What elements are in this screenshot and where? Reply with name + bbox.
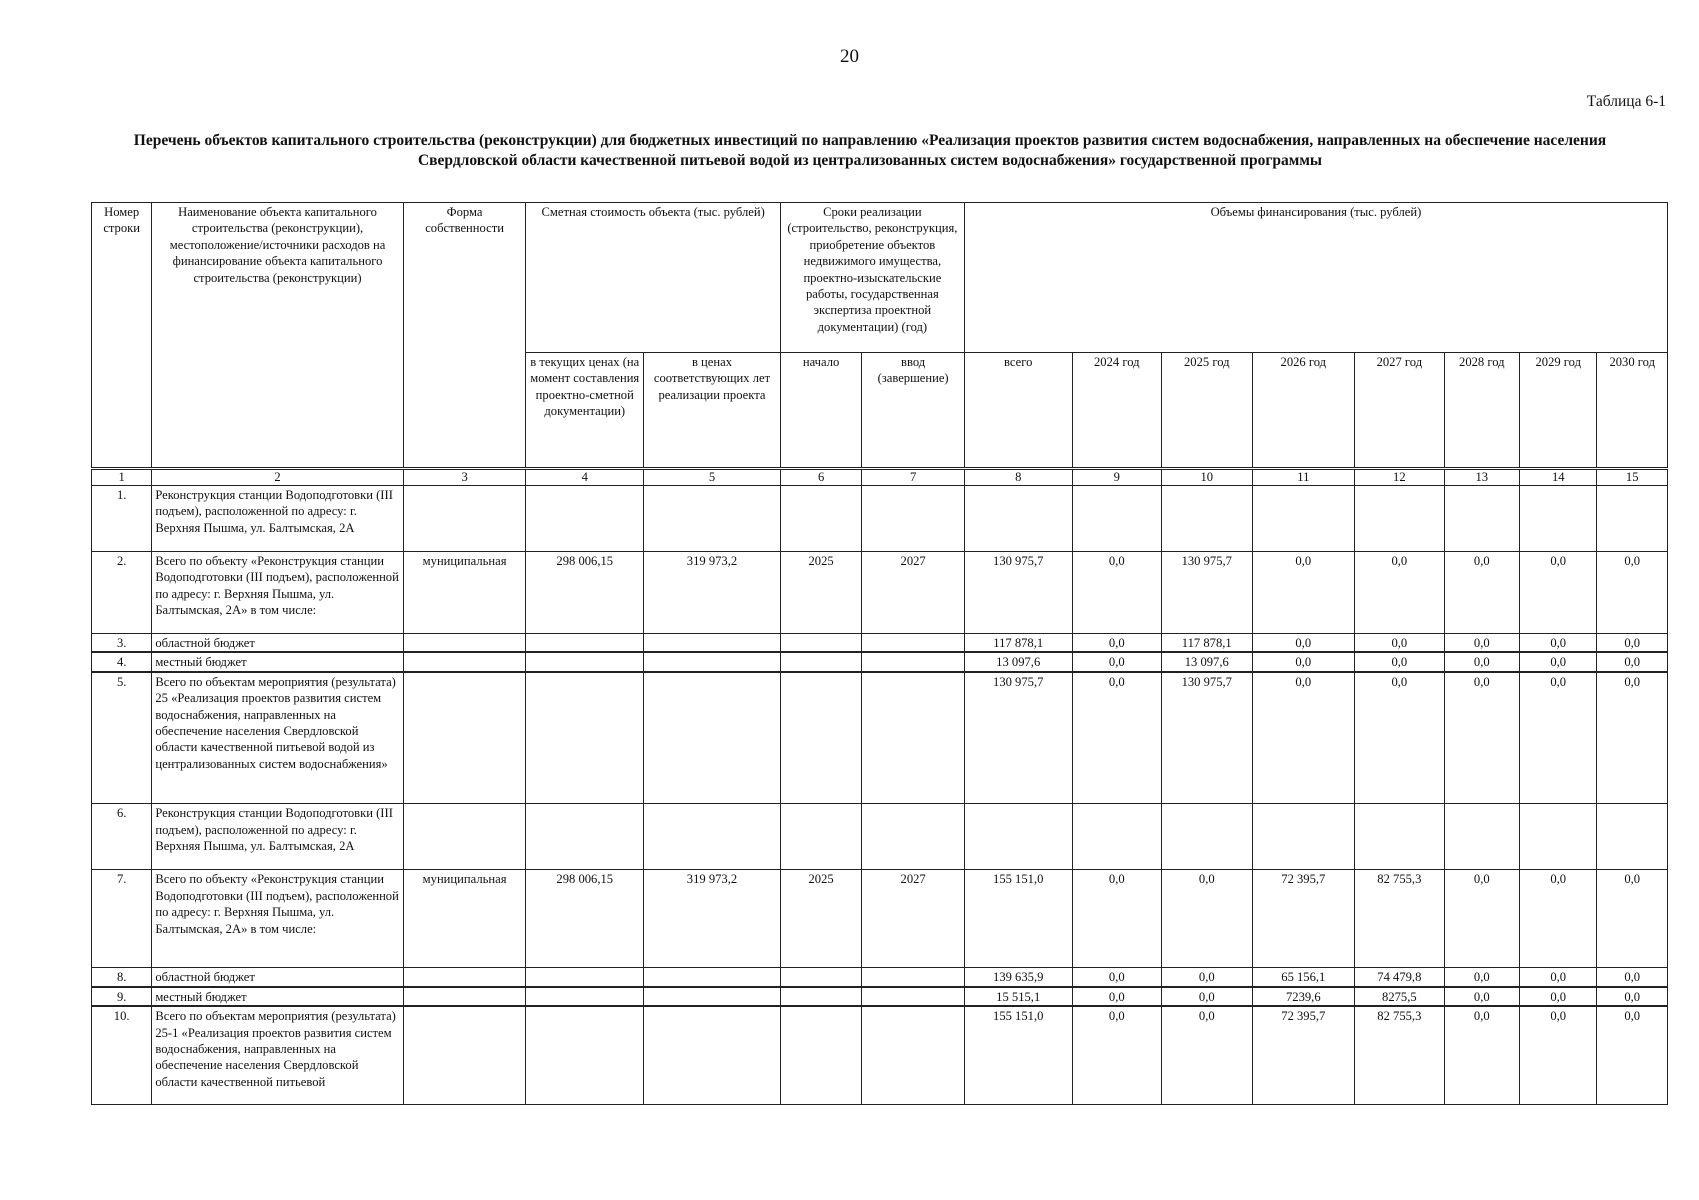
cell-cost-current [526, 987, 644, 1006]
cell-year-2025 [1162, 486, 1253, 552]
cell-row-number: 8. [92, 968, 152, 987]
header-end-year: ввод (завершение) [862, 353, 965, 469]
cell-ownership: муниципальная [403, 552, 526, 634]
cell-year-2029: 0,0 [1520, 672, 1597, 804]
table-row [92, 870, 1668, 968]
column-number: 10 [1162, 469, 1253, 486]
cell-year-2026: 0,0 [1252, 552, 1355, 634]
header-estimated-cost: Сметная стоимость объекта (тыс. рублей) [526, 203, 780, 353]
header-cost-current-prices: в текущих ценах (на момент составления проектно-сметной документации) [526, 353, 644, 469]
cell-cost-project-years: 319 973,2 [644, 870, 781, 968]
cell-year-2024: 0,0 [1072, 1006, 1162, 1104]
cell-year-2030 [1597, 486, 1668, 552]
cell-year-2025: 13 097,6 [1162, 652, 1253, 671]
cell-year-2029: 0,0 [1520, 1006, 1597, 1104]
cell-year-2024: 0,0 [1072, 987, 1162, 1006]
cell-start-year [780, 968, 861, 987]
cell-year-2028: 0,0 [1444, 968, 1519, 987]
column-number-row [92, 469, 1668, 486]
cell-object-name: Реконструкция станции Водоподготовки (III подъем), расположенной по адресу: г. Верхняя Пышма, ул. Балтымская, 2А [152, 804, 403, 870]
cell-cost-current [526, 804, 644, 870]
cell-year-2029: 0,0 [1520, 552, 1597, 634]
cell-year-2030: 0,0 [1597, 968, 1668, 987]
cell-end-year [862, 968, 965, 987]
cell-cost-current [526, 634, 644, 653]
table-row [92, 968, 1668, 987]
table-row [92, 486, 1668, 552]
cell-start-year: 2025 [780, 870, 861, 968]
cell-object-name: местный бюджет [152, 987, 403, 1006]
header-row-number: Номер строки [92, 203, 152, 469]
cell-year-2025: 130 975,7 [1162, 672, 1253, 804]
cell-row-number: 4. [92, 652, 152, 671]
column-number: 14 [1520, 469, 1597, 486]
cell-end-year [862, 652, 965, 671]
cell-year-2027: 0,0 [1355, 652, 1445, 671]
cell-year-2028 [1444, 486, 1519, 552]
cell-year-2028: 0,0 [1444, 552, 1519, 634]
cell-year-2028: 0,0 [1444, 672, 1519, 804]
cell-end-year: 2027 [862, 870, 965, 968]
column-number: 11 [1252, 469, 1355, 486]
cell-cost-project-years [644, 804, 781, 870]
cell-cost-project-years [644, 634, 781, 653]
cell-year-2024: 0,0 [1072, 968, 1162, 987]
header-financing-volumes: Объемы финансирования (тыс. рублей) [964, 203, 1667, 353]
column-number: 1 [92, 469, 152, 486]
cell-year-2030: 0,0 [1597, 672, 1668, 804]
cell-cost-current [526, 672, 644, 804]
cell-end-year [862, 634, 965, 653]
cell-year-2026: 0,0 [1252, 652, 1355, 671]
cell-ownership [403, 968, 526, 987]
header-object-name: Наименование объекта капитального строительства (реконструкции), местоположение/источники расходов на финансирование объекта капитального строительства (реконструкции) [152, 203, 403, 469]
header-year-2024: 2024 год [1072, 353, 1162, 469]
header-start-year: начало [780, 353, 861, 469]
cell-total: 155 151,0 [964, 870, 1072, 968]
cell-year-2027: 0,0 [1355, 672, 1445, 804]
cell-year-2027 [1355, 804, 1445, 870]
column-number: 4 [526, 469, 644, 486]
cell-start-year [780, 987, 861, 1006]
cell-year-2026: 7239,6 [1252, 987, 1355, 1006]
cell-row-number: 1. [92, 486, 152, 552]
cell-year-2025: 0,0 [1162, 1006, 1253, 1104]
cell-total: 13 097,6 [964, 652, 1072, 671]
column-number: 5 [644, 469, 781, 486]
cell-ownership [403, 1006, 526, 1104]
cell-end-year [862, 1006, 965, 1104]
header-year-2027: 2027 год [1355, 353, 1445, 469]
cell-row-number: 7. [92, 870, 152, 968]
cell-ownership [403, 804, 526, 870]
cell-total: 130 975,7 [964, 552, 1072, 634]
cell-year-2026: 72 395,7 [1252, 870, 1355, 968]
cell-year-2025: 0,0 [1162, 968, 1253, 987]
cell-year-2028: 0,0 [1444, 1006, 1519, 1104]
cell-year-2026: 0,0 [1252, 672, 1355, 804]
cell-row-number: 2. [92, 552, 152, 634]
cell-end-year [862, 804, 965, 870]
cell-year-2024: 0,0 [1072, 652, 1162, 671]
cell-year-2030: 0,0 [1597, 634, 1668, 653]
cell-year-2028: 0,0 [1444, 634, 1519, 653]
cell-year-2027: 0,0 [1355, 634, 1445, 653]
cell-ownership [403, 634, 526, 653]
table-row [92, 672, 1668, 804]
cell-year-2027: 82 755,3 [1355, 870, 1445, 968]
cell-ownership [403, 672, 526, 804]
cell-year-2028: 0,0 [1444, 652, 1519, 671]
cell-year-2030: 0,0 [1597, 870, 1668, 968]
cell-year-2024: 0,0 [1072, 634, 1162, 653]
table-row [92, 634, 1668, 653]
cell-year-2027: 8275,5 [1355, 987, 1445, 1006]
cell-year-2024 [1072, 804, 1162, 870]
cell-year-2030: 0,0 [1597, 1006, 1668, 1104]
header-year-2026: 2026 год [1252, 353, 1355, 469]
cell-total: 117 878,1 [964, 634, 1072, 653]
cell-total: 139 635,9 [964, 968, 1072, 987]
cell-total [964, 804, 1072, 870]
cell-year-2029 [1520, 486, 1597, 552]
column-number: 7 [862, 469, 965, 486]
cell-cost-project-years [644, 968, 781, 987]
cell-object-name: Реконструкция станции Водоподготовки (III подъем), расположенной по адресу: г. Верхняя Пышма, ул. Балтымская, 2А [152, 486, 403, 552]
cell-row-number: 5. [92, 672, 152, 804]
cell-object-name: Всего по объектам мероприятия (результата) 25 «Реализация проектов развития систем водоснабжения, направленных на обеспечение населения Свердловской области качественной питьевой водой из централизованных систем водоснабжения» [152, 672, 403, 804]
cell-year-2026: 0,0 [1252, 634, 1355, 653]
column-number: 9 [1072, 469, 1162, 486]
cell-cost-project-years [644, 652, 781, 671]
cell-year-2029: 0,0 [1520, 987, 1597, 1006]
table-row [92, 652, 1668, 671]
cell-start-year: 2025 [780, 552, 861, 634]
cell-object-name: областной бюджет [152, 634, 403, 653]
cell-year-2025: 0,0 [1162, 870, 1253, 968]
cell-row-number: 3. [92, 634, 152, 653]
column-number: 8 [964, 469, 1072, 486]
cell-object-name: местный бюджет [152, 652, 403, 671]
cell-row-number: 10. [92, 1006, 152, 1104]
cell-year-2026: 65 156,1 [1252, 968, 1355, 987]
cell-year-2029: 0,0 [1520, 870, 1597, 968]
cell-year-2029: 0,0 [1520, 634, 1597, 653]
cell-end-year [862, 987, 965, 1006]
cell-cost-project-years [644, 486, 781, 552]
cell-cost-current: 298 006,15 [526, 870, 644, 968]
cell-ownership [403, 486, 526, 552]
header-year-2025: 2025 год [1162, 353, 1253, 469]
header-total: всего [964, 353, 1072, 469]
cell-cost-current [526, 486, 644, 552]
cell-cost-current [526, 652, 644, 671]
cell-cost-project-years [644, 987, 781, 1006]
cell-end-year [862, 486, 965, 552]
cell-total: 15 515,1 [964, 987, 1072, 1006]
cell-year-2030 [1597, 804, 1668, 870]
cell-year-2025: 0,0 [1162, 987, 1253, 1006]
header-cost-project-years: в ценах соответствующих лет реализации проекта [644, 353, 781, 469]
cell-start-year [780, 634, 861, 653]
cell-total: 155 151,0 [964, 1006, 1072, 1104]
cell-row-number: 9. [92, 987, 152, 1006]
financing-table [91, 202, 1668, 1105]
column-number: 15 [1597, 469, 1668, 486]
cell-ownership [403, 987, 526, 1006]
cell-year-2029: 0,0 [1520, 968, 1597, 987]
header-year-2029: 2029 год [1520, 353, 1597, 469]
cell-year-2029 [1520, 804, 1597, 870]
cell-total [964, 486, 1072, 552]
cell-start-year [780, 804, 861, 870]
header-ownership: Форма собственности [403, 203, 526, 469]
column-number: 2 [152, 469, 403, 486]
cell-cost-project-years [644, 672, 781, 804]
cell-year-2026 [1252, 486, 1355, 552]
cell-start-year [780, 652, 861, 671]
cell-ownership: муниципальная [403, 870, 526, 968]
column-number: 12 [1355, 469, 1445, 486]
cell-row-number: 6. [92, 804, 152, 870]
cell-year-2024: 0,0 [1072, 870, 1162, 968]
cell-object-name: Всего по объекту «Реконструкция станции Водоподготовки (III подъем), расположенной по адресу: г. Верхняя Пышма, ул. Балтымская, 2А» в том числе: [152, 870, 403, 968]
cell-ownership [403, 652, 526, 671]
cell-start-year [780, 672, 861, 804]
cell-year-2028: 0,0 [1444, 987, 1519, 1006]
cell-year-2029: 0,0 [1520, 652, 1597, 671]
cell-object-name: областной бюджет [152, 968, 403, 987]
cell-start-year [780, 486, 861, 552]
page-number: 20 [840, 46, 859, 67]
cell-year-2030: 0,0 [1597, 652, 1668, 671]
cell-year-2025: 130 975,7 [1162, 552, 1253, 634]
cell-year-2027 [1355, 486, 1445, 552]
cell-cost-current [526, 968, 644, 987]
cell-year-2025 [1162, 804, 1253, 870]
cell-object-name: Всего по объекту «Реконструкция станции Водоподготовки (III подъем), расположенной по адресу: г. Верхняя Пышма, ул. Балтымская, 2А» в том числе: [152, 552, 403, 634]
table-row [92, 1006, 1668, 1104]
cell-year-2028 [1444, 804, 1519, 870]
cell-object-name: Всего по объектам мероприятия (результата) 25-1 «Реализация проектов развития систем водоснабжения, направленных на обеспечение населения Свердловской области качественной питьевой [152, 1006, 403, 1104]
cell-year-2024 [1072, 486, 1162, 552]
cell-end-year [862, 672, 965, 804]
cell-cost-current [526, 1006, 644, 1104]
header-year-2028: 2028 год [1444, 353, 1519, 469]
table-row [92, 804, 1668, 870]
cell-year-2030: 0,0 [1597, 552, 1668, 634]
cell-year-2027: 0,0 [1355, 552, 1445, 634]
header-year-2030: 2030 год [1597, 353, 1668, 469]
cell-end-year: 2027 [862, 552, 965, 634]
document-title: Перечень объектов капитального строительства (реконструкции) для бюджетных инвестиций по направлению «Реализация проектов развития систем водоснабжения, направленных на обеспечение населения Свердловской области качественной питьевой водой из централизованных систем водоснабжения» государственной программы [133, 132, 1607, 169]
cell-year-2024: 0,0 [1072, 672, 1162, 804]
cell-year-2024: 0,0 [1072, 552, 1162, 634]
cell-start-year [780, 1006, 861, 1104]
table-label: Таблица 6-1 [1586, 93, 1666, 110]
column-number: 6 [780, 469, 861, 486]
column-number: 13 [1444, 469, 1519, 486]
table-row [92, 987, 1668, 1006]
cell-cost-current: 298 006,15 [526, 552, 644, 634]
cell-cost-project-years [644, 1006, 781, 1104]
cell-year-2027: 74 479,8 [1355, 968, 1445, 987]
cell-year-2030: 0,0 [1597, 987, 1668, 1006]
cell-total: 130 975,7 [964, 672, 1072, 804]
header-implementation-terms: Сроки реализации (строительство, реконструкция, приобретение объектов недвижимого имущества, проектно-изыскательские работы, государственная экспертиза проектной документации) (год) [780, 203, 964, 353]
cell-year-2026: 72 395,7 [1252, 1006, 1355, 1104]
cell-year-2025: 117 878,1 [1162, 634, 1253, 653]
cell-year-2026 [1252, 804, 1355, 870]
cell-cost-project-years: 319 973,2 [644, 552, 781, 634]
table-row [92, 552, 1668, 634]
cell-year-2027: 82 755,3 [1355, 1006, 1445, 1104]
column-number: 3 [403, 469, 526, 486]
cell-year-2028: 0,0 [1444, 870, 1519, 968]
